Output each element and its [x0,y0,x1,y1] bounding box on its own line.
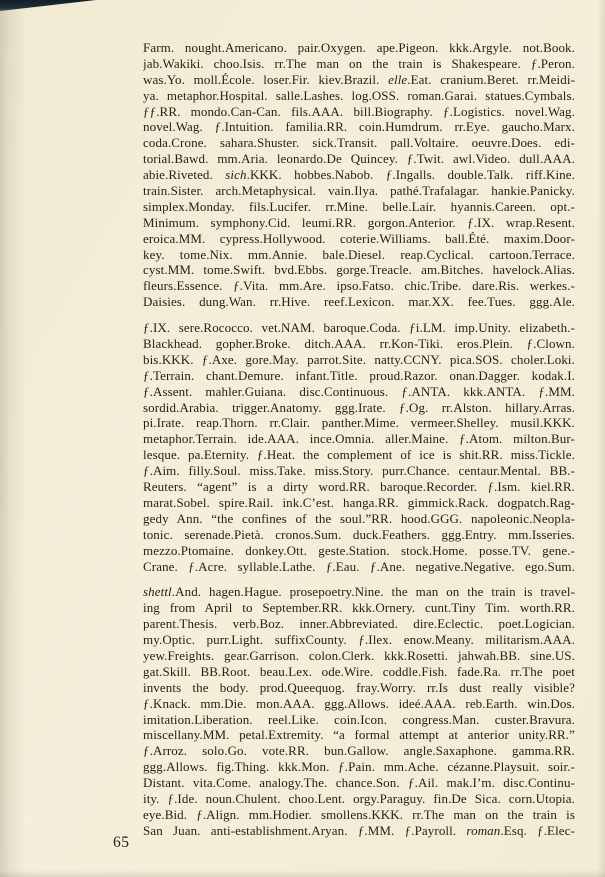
text-line [143,104,575,120]
text-run: fleurs.Essence. ƒ.Vita. mm.Are. ipso.Fatso. chic.Tribe. dare.Ris. werkes.- [143,278,575,294]
text-line [143,511,575,527]
italic-text-run: shettl [143,584,172,600]
text-run: my.Optic. purr.Light. suffixCounty. ƒ.Ilex. enow.Meany. militarism.AAA. [143,632,575,648]
text-run: lesque. pa.Eternity. ƒ.Heat. the complement of ice is shit.RR. miss.Tickle. [143,447,575,463]
italic-text-run: roman [466,822,501,838]
page-number: 65 [113,834,130,851]
paragraph [143,320,575,574]
text-run: torial.Bawd. mm.Aria. leonardo.De Quincey. ƒ.Twit. awl.Video. dull.AAA. [143,151,575,167]
text-run: novel.Wag. ƒ.Intuition. familia.RR. coin.Humdrum. rr.Eye. gaucho.Marx. [143,119,575,135]
text-run: jab.Wakiki. choo.Isis. rr.The man on the train is Shakespeare. ƒ.Peron. [143,55,575,71]
text-line [143,447,575,463]
text-run: San Juan. anti-establishment.Aryan. ƒ.MM. ƒ.Payroll. [143,822,467,838]
text-line [143,294,575,310]
paragraph [143,40,575,310]
text-run: yew.Freights. gear.Garrison. colon.Clerk. kkk.Rosetti. jahwah.BB. sine.US. [143,647,575,663]
text-run: ity. ƒ.Ide. noun.Chulent. choo.Lent. orgy.Paraguy. fin.De Sica. corn.Utopia. [143,790,575,806]
text-run: key. tome.Nix. mm.Annie. bale.Diesel. reap.Cyclical. cartoon.Terrace. [143,246,575,262]
text-line [143,807,575,823]
text-line [143,743,575,759]
text-line [143,231,575,247]
text-line [143,400,575,416]
text-line [143,278,575,294]
text-run: .KKK. hobbes.Nabob. ƒ.Ingalls. double.Talk. riff.Kine. [246,167,575,183]
text-line [143,336,575,352]
text-run: ƒ.Knack. mm.Die. mon.AAA. ggg.Allows. ideé.AAA. reb.Earth. win.Dos. [143,695,575,711]
paragraph [143,584,575,838]
text-line [143,543,575,559]
text-run: marat.Sobel. spire.Rail. ink.C’est. hanga.RR. gimmick.Rack. dogpatch.Rag- [143,494,575,510]
text-line [143,648,575,664]
italic-text-run: sich [225,167,247,183]
text-run: ggg.Allows. fig.Thing. kkk.Mon. ƒ.Pain. mm.Ache. cézanne.Playsuit. soir.- [143,759,575,775]
text-run: parent.Thesis. verb.Boz. inner.Abbreviated. dire.Eclectic. poet.Logician. [143,616,575,632]
text-line [143,495,575,511]
text-run: sordid.Arabia. trigger.Anatomy. ggg.Irate. ƒ.Og. rr.Alston. hillary.Arras. [143,399,575,415]
text-line [143,215,575,231]
text-line [143,632,575,648]
text-run: .Esq. ƒ.Elec- [500,822,575,838]
text-run: cyst.MM. tome.Swift. bvd.Ebbs. gorge.Treacle. am.Bitches. havelock.Alias. [143,262,575,278]
text-line [143,40,575,56]
text-run: Crane. ƒ.Acre. syllable.Lathe. ƒ.Eau. ƒ.Ane. negative.Negative. ego.Sum. [143,558,575,574]
text-line [143,247,575,263]
text-run: ƒ.Aim. filly.Soul. miss.Take. miss.Story. purr.Chance. centaur.Mental. BB.- [143,463,575,479]
text-run: imitation.Liberation. reel.Like. coin.Icon. congress.Man. custer.Bravura. [143,711,575,727]
text-line [143,415,575,431]
text-line [143,759,575,775]
text-line [143,88,575,104]
text-line [143,664,575,680]
text-run: Farm. nought.Americano. pair.Oxygen. ape.Pigeon. kkk.Argyle. not.Book. [143,40,575,55]
text-line [143,791,575,807]
text-line [143,56,575,72]
text-line [143,463,575,479]
text-line [143,135,575,151]
text-run: abie.Riveted. [143,167,226,183]
text-run: bis.KKK. ƒ.Axe. gore.May. parrot.Site. natty.CCNY. pica.SOS. choler.Loki. [143,351,575,367]
text-run: simplex.Monday. fils.Lucifer. rr.Mine. belle.Lair. hyannis.Careen. opt.- [143,198,575,214]
text-line [143,151,575,167]
text-line [143,600,575,616]
text-run: metaphor.Terrain. ide.AAA. ince.Omnia. aller.Maine. ƒ.Atom. milton.Bur- [143,431,575,447]
text-run: was.Yo. moll.École. loser.Fir. kiev.Brazil. [143,71,389,87]
text-line [143,183,575,199]
text-line [143,431,575,447]
text-line [143,559,575,575]
text-line [143,119,575,135]
text-run: Distant. vita.Come. analogy.The. chance.Son. ƒ.Ail. mak.I’m. disc.Continu- [143,775,575,791]
text-run: coda.Crone. sahara.Shuster. sick.Transit. pall.Voltaire. oeuvre.Does. edi- [143,135,575,151]
text-run: ƒƒ.RR. mondo.Can-Can. fils.AAA. bill.Biography. ƒ.Logistics. novel.Wag. [143,103,575,119]
text-run: ya. metaphor.Hospital. salle.Lashes. log.OSS. roman.Garai. statues.Cymbals. [143,87,575,103]
text-run: .Eat. cranium.Beret. rr.Meidi- [407,71,575,87]
text-line [143,167,575,183]
text-run: Minimum. symphony.Cid. leumi.RR. gorgon.Anterior. ƒ.IX. wrap.Resent. [143,214,575,230]
text-run: gedy Ann. “the confines of the soul.”RR. hood.GGG. napoleonic.Neopla- [143,510,575,526]
text-run: ƒ.IX. sere.Rococco. vet.NAM. baroque.Coda. ƒi.LM. imp.Unity. elizabeth.- [143,320,575,336]
text-line [143,262,575,278]
text-line [143,823,575,839]
text-run: ƒ.Assent. mahler.Guiana. disc.Continuous. ƒ.ANTA. kkk.ANTA. ƒ.MM. [143,383,575,399]
text-run: tonic. serenade.Pietà. cronos.Sum. duck.Feathers. ggg.Entry. mm.Isseries. [143,526,575,542]
text-line [143,775,575,791]
text-run: train.Sister. arch.Metaphysical. vain.Ilya. pathé.Trafalagar. hankie.Panicky. [143,183,575,199]
text-line [143,479,575,495]
text-block [143,40,575,839]
text-line [143,384,575,400]
text-line [143,72,575,88]
text-run: gat.Skill. BB.Root. beau.Lex. ode.Wire. coddle.Fish. fade.Ra. rr.The poet [143,663,575,679]
text-line [143,727,575,743]
scan-edge-artifact [0,0,96,11]
text-run: .And. hagen.Hague. prosepoetry.Nine. the man on the train is travel- [171,584,575,600]
text-line [143,616,575,632]
text-line [143,320,575,336]
text-line [143,696,575,712]
text-run: mezzo.Ptomaine. donkey.Ott. geste.Station. stock.Home. posse.TV. gene.- [143,542,575,558]
text-run: Reuters. “agent” is a dirty word.RR. baroque.Recorder. ƒ.Ism. kiel.RR. [143,479,575,495]
text-line [143,368,575,384]
text-run: invents the body. prod.Queequog. fray.Worry. rr.Is dust really visible? [143,679,575,695]
text-run: ing from April to September.RR. kkk.Ornery. cunt.Tiny Tim. worth.RR. [143,600,575,616]
text-line [143,712,575,728]
text-line [143,680,575,696]
text-line [143,352,575,368]
text-run: Blackhead. gopher.Broke. ditch.AAA. rr.Kon-Tiki. eros.Plein. ƒ.Clown. [143,336,575,352]
text-run: miscellany.MM. petal.Extremity. “a formal attempt at anterior unity.RR.” [143,727,575,743]
text-run: eye.Bid. ƒ.Align. mm.Hodier. smollens.KKK. rr.The man on the train is [143,806,575,822]
text-line [143,199,575,215]
text-run: eroica.MM. cypress.Hollywood. coterie.Williams. ball.Été. maxim.Door- [143,230,575,246]
text-run: pi.Irate. reap.Thorn. rr.Clair. panther.Mime. vermeer.Shelley. musil.KKK. [143,415,575,431]
italic-text-run: elle [388,71,408,87]
text-run: ƒ.Arroz. solo.Go. vote.RR. bun.Gallow. angle.Saxaphone. gamma.RR. [143,743,575,759]
text-run: ƒ.Terrain. chant.Demure. infant.Title. proud.Razor. onan.Dagger. kodak.I. [143,367,575,383]
text-run: Daisies. dung.Wan. rr.Hive. reef.Lexicon. mar.XX. fee.Tues. ggg.Ale. [143,294,575,310]
text-line [143,527,575,543]
text-line [143,584,575,600]
